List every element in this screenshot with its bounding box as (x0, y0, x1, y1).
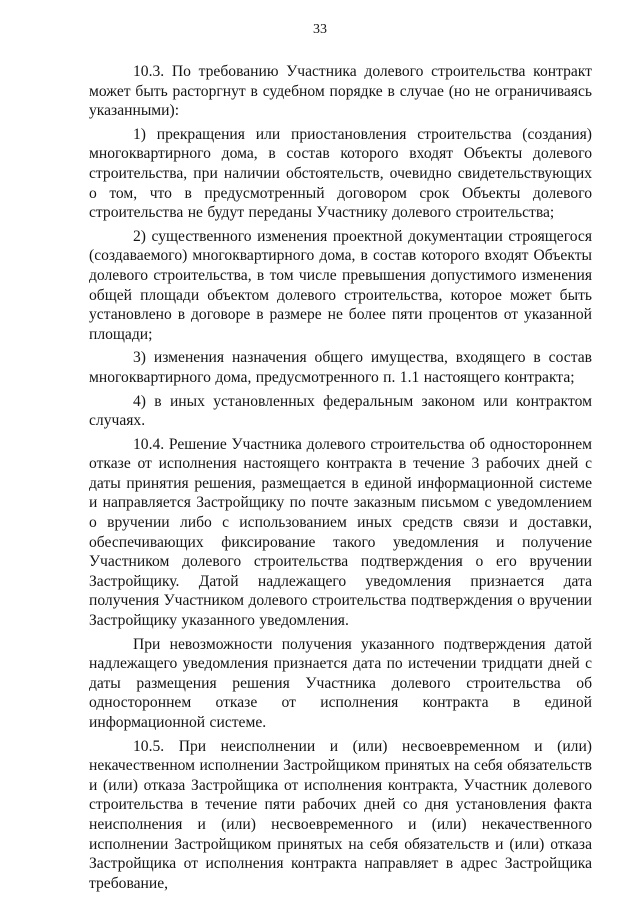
list-item-1: 1) прекращения или приостановления строительства (создания) многоквартирного дома, в состав которого входят Объекты долевого строительства, при наличии обстоятельств, очевидно свидетельствующих о том, что в предусмотренный договором срок Объекты долевого строительства не будут переданы Участнику долевого строительства; (89, 125, 592, 222)
paragraph-10-3: 10.3. По требованию Участника долевого строительства контракт может быть расторгнут в судебном порядке в случае (но не ограничиваясь указанными): (89, 63, 592, 120)
document-body (89, 62, 592, 893)
page-number: 33 (313, 22, 327, 37)
list-item-3: 3) изменения назначения общего имущества, входящего в состав многоквартирного дома, предусмотренного п. 1.1 настоящего контракта; (89, 349, 592, 386)
paragraph-notification: При невозможности получения указанного подтверждения датой надлежащего уведомления признается дата по истечении тридцати дней с даты размещения решения Участника долевого строительства об одностороннем отказе от исполнения контракта в единой информационной системе. (89, 635, 592, 731)
paragraph-10-4: 10.4. Решение Участника долевого строительства об одностороннем отказе от исполнения настоящего контракта в течение 3 рабочих дней с даты принятия решения, размещается в единой информационной системе и направляется Застройщику по почте заказным письмом с уведомлением о вручении либо с использованием иных средств связи и доставки, обеспечивающих фиксирование такого уведомления и получение Участником долевого строительства подтверждения о его вручении Застройщику. Датой надлежащего уведомления признается дата получения Участником долевого строительства подтверждения о вручении Застройщику указанного уведомления. (89, 435, 592, 630)
list-item-2: 2) существенного изменения проектной документации строящегося (создаваемого) многоквартирного дома, в состав которого входят Объекты долевого строительства, в том числе превышения допустимого изменения общей площади объектом долевого строительства, которое может быть установлено в договоре в размере не более пяти процентов от указанной площади; (89, 227, 592, 343)
paragraph-10-5: 10.5. При неисполнении и (или) несвоевременном и (или) некачественном исполнении Застройщиком принятых на себя обязательств и (или) отказа Застройщика от исполнения контракта, Участник долевого строительства в течение пяти рабочих дней со дня установления факта неисполнения и (или) несвоевременного и (или) некачественного исполнении Застройщиком принятых на себя обязательств и (или) отказа Застройщика от исполнения контракта направляет в адрес Застройщика требование, (89, 737, 592, 892)
list-item-4: 4) в иных установленных федеральным законом или контрактом случаях. (89, 392, 592, 430)
